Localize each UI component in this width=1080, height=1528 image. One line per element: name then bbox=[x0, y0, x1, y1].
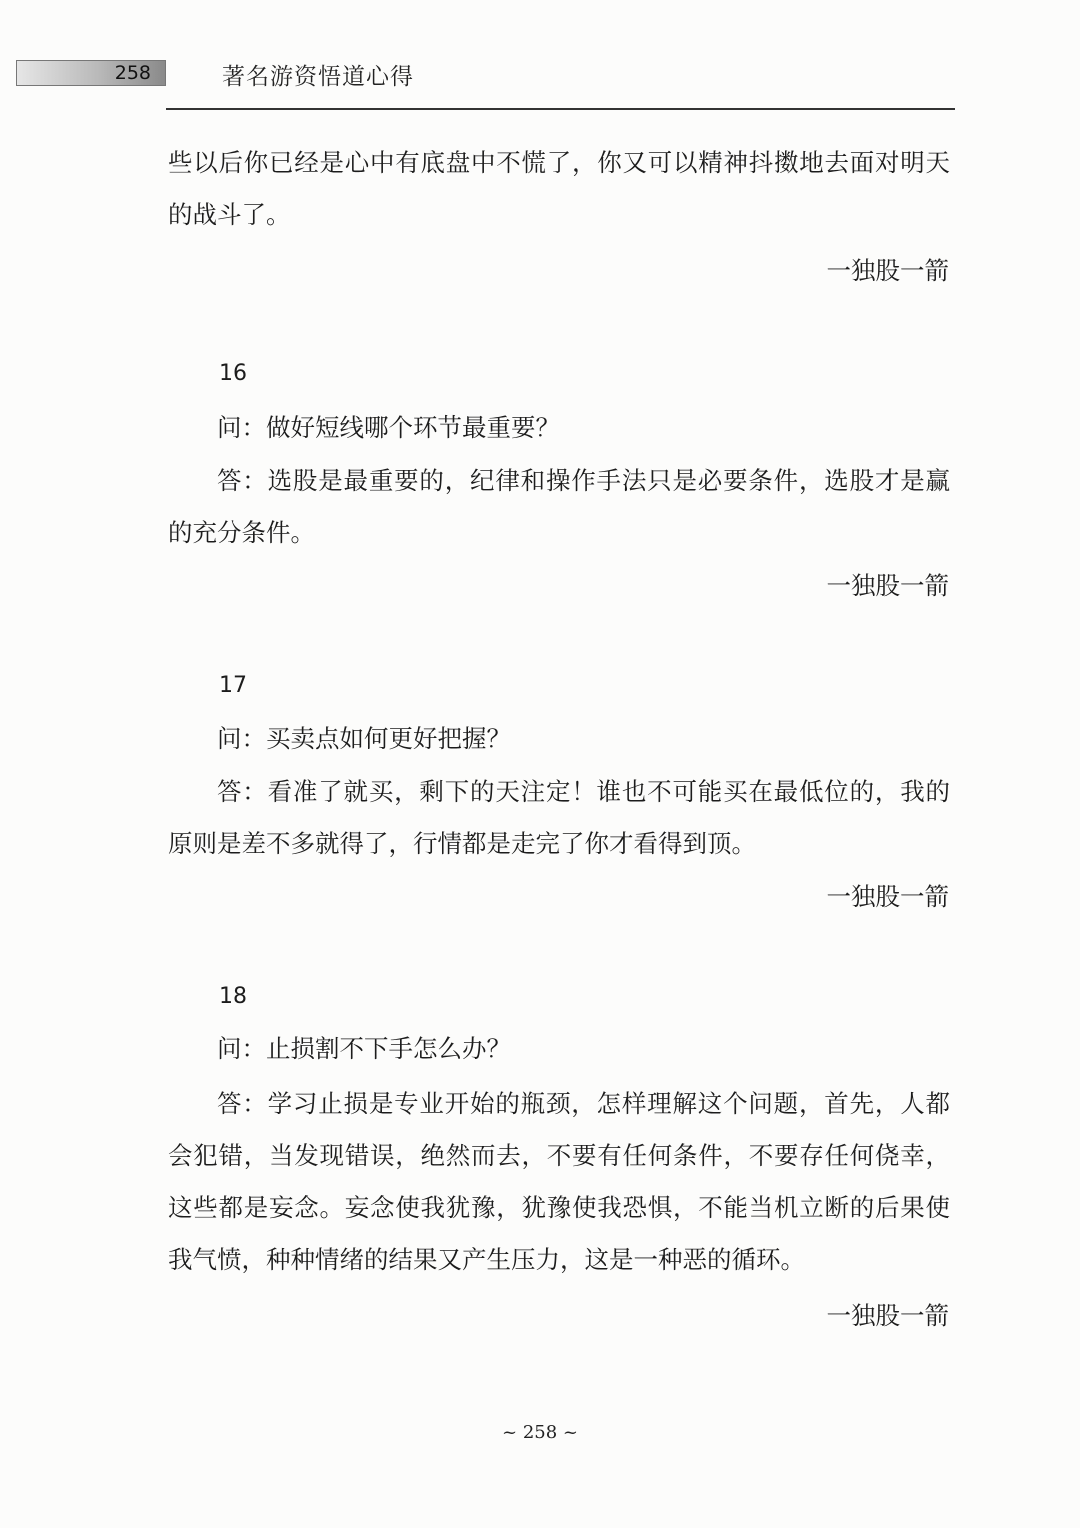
header-page-number: 258 bbox=[114, 62, 151, 84]
question-number: 18 bbox=[219, 984, 247, 1009]
page-number-badge bbox=[16, 60, 166, 86]
question-text: 问：止损割不下手怎么办？ bbox=[217, 1034, 511, 1063]
intro-paragraph: 些以后你已经是心中有底盘中不慌了，你又可以精神抖擞地去面对明天的战斗了。 bbox=[168, 148, 950, 229]
header-divider bbox=[166, 108, 955, 110]
book-title: 著名游资悟道心得 bbox=[222, 64, 414, 90]
question-text: 问：买卖点如何更好把握？ bbox=[217, 724, 511, 753]
answer-signature: 一独股一箭 bbox=[826, 1301, 949, 1330]
footer-page-number: ~ 258 ~ bbox=[502, 1422, 578, 1443]
answer-text: 答：学习止损是专业开始的瓶颈，怎样理解这个问题，首先，人都会犯错，当发现错误，绝然而去，不要有任何条件，不要存任何侥幸，这些都是妄念。妄念使我犹豫，犹豫使我恐惧，不能当机立断的后果使我气愤，种种情绪的结果又产生压力，这是一种恶的循环。 bbox=[168, 1089, 950, 1274]
intro-signature: 一独股一箭 bbox=[826, 256, 949, 285]
page-header bbox=[0, 0, 1080, 112]
answer-signature: 一独股一箭 bbox=[826, 882, 949, 911]
question-text: 问：做好短线哪个环节最重要？ bbox=[217, 413, 560, 442]
question-number: 17 bbox=[219, 673, 247, 698]
answer-signature: 一独股一箭 bbox=[826, 571, 949, 600]
question-number: 16 bbox=[219, 361, 247, 386]
answer-text: 答：看准了就买，剩下的天注定！谁也不可能买在最低位的，我的原则是差不多就得了，行情都是走完了你才看得到顶。 bbox=[168, 777, 950, 858]
answer-text: 答：选股是最重要的，纪律和操作手法只是必要条件，选股才是赢的充分条件。 bbox=[168, 466, 950, 547]
